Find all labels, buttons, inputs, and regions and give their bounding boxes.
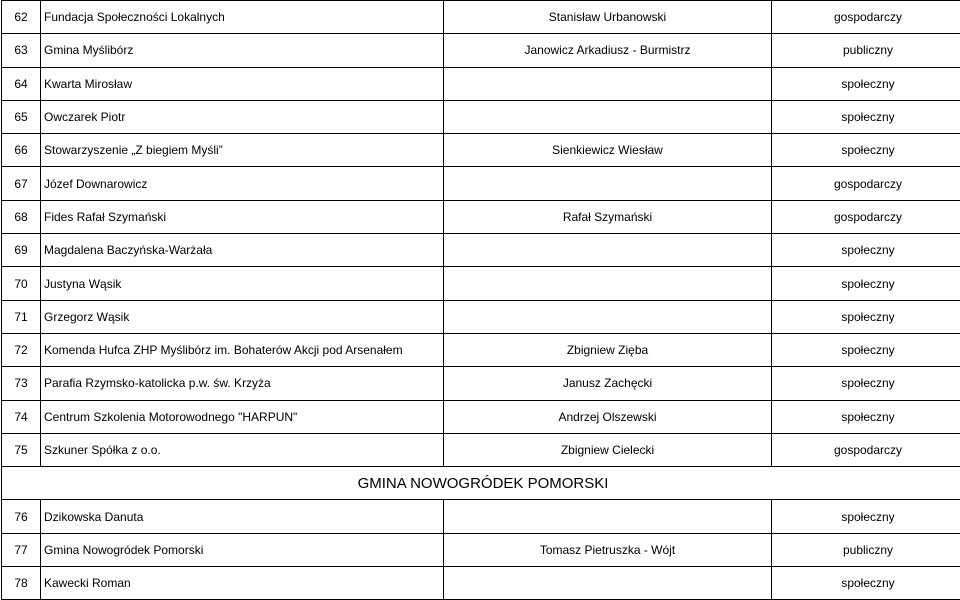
representative: Tomasz Pietruszka - Wójt — [444, 533, 772, 566]
sector-type: społeczny — [772, 134, 960, 167]
entity-name: Centrum Szkolenia Motorowodnego "HARPUN" — [41, 400, 444, 433]
representative — [444, 67, 772, 100]
sector-type: społeczny — [772, 67, 960, 100]
partners-table — [1, 0, 960, 600]
row-number: 71 — [2, 300, 41, 333]
entity-name: Kwarta Mirosław — [41, 67, 444, 100]
representative: Zbigniew Cielecki — [444, 433, 772, 466]
table-row — [2, 500, 960, 533]
section-heading: GMINA NOWOGRÓDEK POMORSKI — [2, 467, 960, 500]
row-number: 72 — [2, 333, 41, 366]
representative: Sienkiewicz Wiesław — [444, 134, 772, 167]
table-row — [2, 200, 960, 233]
entity-name: Józef Downarowicz — [41, 167, 444, 200]
table-row — [2, 167, 960, 200]
sector-type: społeczny — [772, 367, 960, 400]
row-number: 65 — [2, 100, 41, 133]
representative — [444, 234, 772, 267]
representative — [444, 500, 772, 533]
representative — [444, 567, 772, 600]
sector-type: społeczny — [772, 333, 960, 366]
row-number: 68 — [2, 200, 41, 233]
table-row — [2, 267, 960, 300]
row-number: 69 — [2, 234, 41, 267]
representative: Rafał Szymański — [444, 200, 772, 233]
entity-name: Justyna Wąsik — [41, 267, 444, 300]
table-row — [2, 134, 960, 167]
sector-type: społeczny — [772, 267, 960, 300]
table-row — [2, 433, 960, 466]
entity-name: Fides Rafał Szymański — [41, 200, 444, 233]
representative: Janusz Zachęcki — [444, 367, 772, 400]
representative: Stanisław Urbanowski — [444, 1, 772, 34]
table-row — [2, 367, 960, 400]
entity-name: Owczarek Piotr — [41, 100, 444, 133]
table-row — [2, 234, 960, 267]
sector-type: publiczny — [772, 34, 960, 67]
row-number: 66 — [2, 134, 41, 167]
representative — [444, 267, 772, 300]
entity-name: Parafia Rzymsko-katolicka p.w. św. Krzyża — [41, 367, 444, 400]
sector-type: gospodarczy — [772, 167, 960, 200]
entity-name: Dzikowska Danuta — [41, 500, 444, 533]
table-row — [2, 533, 960, 566]
entity-name: Grzegorz Wąsik — [41, 300, 444, 333]
sector-type: gospodarczy — [772, 200, 960, 233]
representative — [444, 100, 772, 133]
row-number: 75 — [2, 433, 41, 466]
entity-name: Stowarzyszenie „Z biegiem Myśli” — [41, 134, 444, 167]
entity-name: Gmina Myślibórz — [41, 34, 444, 67]
row-number: 70 — [2, 267, 41, 300]
table-body-bottom — [2, 500, 960, 600]
table-row — [2, 333, 960, 366]
table-row — [2, 100, 960, 133]
representative: Zbigniew Zięba — [444, 333, 772, 366]
sector-type: gospodarczy — [772, 1, 960, 34]
representative: Andrzej Olszewski — [444, 400, 772, 433]
sector-type: publiczny — [772, 533, 960, 566]
entity-name: Gmina Nowogródek Pomorski — [41, 533, 444, 566]
sector-type: społeczny — [772, 400, 960, 433]
entity-name: Szkuner Spółka z o.o. — [41, 433, 444, 466]
row-number: 62 — [2, 1, 41, 34]
row-number: 73 — [2, 367, 41, 400]
representative — [444, 300, 772, 333]
table-row — [2, 1, 960, 34]
representative — [444, 167, 772, 200]
table-row — [2, 567, 960, 600]
entity-name: Komenda Hufca ZHP Myślibórz im. Bohaterów Akcji pod Arsenałem — [41, 333, 444, 366]
section-block — [2, 467, 960, 500]
section-row — [2, 467, 960, 500]
row-number: 67 — [2, 167, 41, 200]
table-row — [2, 400, 960, 433]
row-number: 77 — [2, 533, 41, 566]
entity-name: Kawecki Roman — [41, 567, 444, 600]
sector-type: społeczny — [772, 100, 960, 133]
entity-name: Magdalena Baczyńska-Warżała — [41, 234, 444, 267]
row-number: 64 — [2, 67, 41, 100]
sector-type: gospodarczy — [772, 433, 960, 466]
row-number: 76 — [2, 500, 41, 533]
table-body-top — [2, 1, 960, 467]
table-row — [2, 300, 960, 333]
sector-type: społeczny — [772, 567, 960, 600]
row-number: 63 — [2, 34, 41, 67]
representative: Janowicz Arkadiusz - Burmistrz — [444, 34, 772, 67]
sector-type: społeczny — [772, 300, 960, 333]
entity-name: Fundacja Społeczności Lokalnych — [41, 1, 444, 34]
sector-type: społeczny — [772, 500, 960, 533]
row-number: 74 — [2, 400, 41, 433]
table-row — [2, 34, 960, 67]
table-row — [2, 67, 960, 100]
sector-type: społeczny — [772, 234, 960, 267]
row-number: 78 — [2, 567, 41, 600]
